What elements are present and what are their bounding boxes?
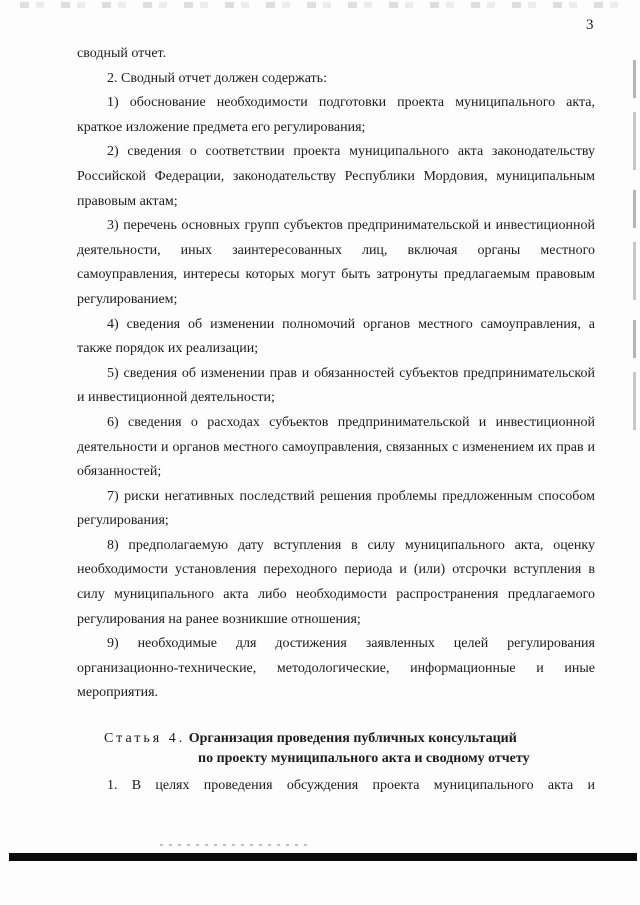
scan-artifact-right	[633, 60, 636, 430]
list-item: 2) сведения о соответствии проекта муниципального акта законодательству Российской Федерации, законодательству Республики Мордовия, муниципальным правовым актам;	[77, 144, 595, 209]
paragraph: 1. В целях проведения обсуждения проекта муниципального акта и	[107, 778, 595, 793]
scan-artifact-bottom-dots	[160, 844, 310, 846]
scan-edge-bar	[9, 853, 637, 861]
article-title: Организация проведения публичных консультаций	[188, 731, 517, 746]
list-item: 6) сведения о расходах субъектов предпринимательской и инвестиционной деятельности и органов местного самоуправления, связанных с изменением их прав и обязанностей;	[77, 414, 595, 480]
list-item: 9) необходимые для достижения заявленных целей регулирования организационно-технические, методологические, информационные и иные мероприятия.	[77, 636, 595, 701]
scan-artifact-top	[20, 2, 626, 8]
page-number: 3	[586, 17, 594, 33]
paragraph: сводный отчет.	[77, 46, 167, 61]
paragraph: 2. Сводный отчет должен содержать:	[107, 70, 327, 86]
list-item: 8) предполагаемую дату вступления в силу муниципального акта, оценку необходимости установления переходного периода и (или) отсрочки вступления в силу муниципального акта либо необходимости распространения предлагаемого регулирования на ранее возникшие отношения;	[77, 537, 595, 627]
list-item: 4) сведения об изменении полномочий органов местного самоуправления, а также порядок их реализации;	[77, 316, 595, 357]
list-item: 3) перечень основных групп субъектов предпринимательской и инвестиционной деятельности, иных заинтересованных лиц, включая органы местного самоуправления, интересы которых могут быть затронуты предлагаемым правовым регулированием;	[77, 218, 595, 307]
list-item: 5) сведения об изменении прав и обязанностей субъектов предпринимательской и инвестиционной деятельности;	[77, 365, 595, 406]
article-label: Статья 4.	[104, 731, 186, 746]
list-item: 1) обоснование необходимости подготовки проекта муниципального акта, краткое изложение предмета его регулирования;	[77, 95, 595, 135]
article-heading	[104, 729, 584, 769]
article-title-continued: по проекту муниципального акта и сводному отчету	[198, 751, 530, 766]
list-item: 7) риски негативных последствий решения проблемы предложенным способом регулирования;	[77, 488, 595, 529]
document-body	[77, 42, 595, 706]
